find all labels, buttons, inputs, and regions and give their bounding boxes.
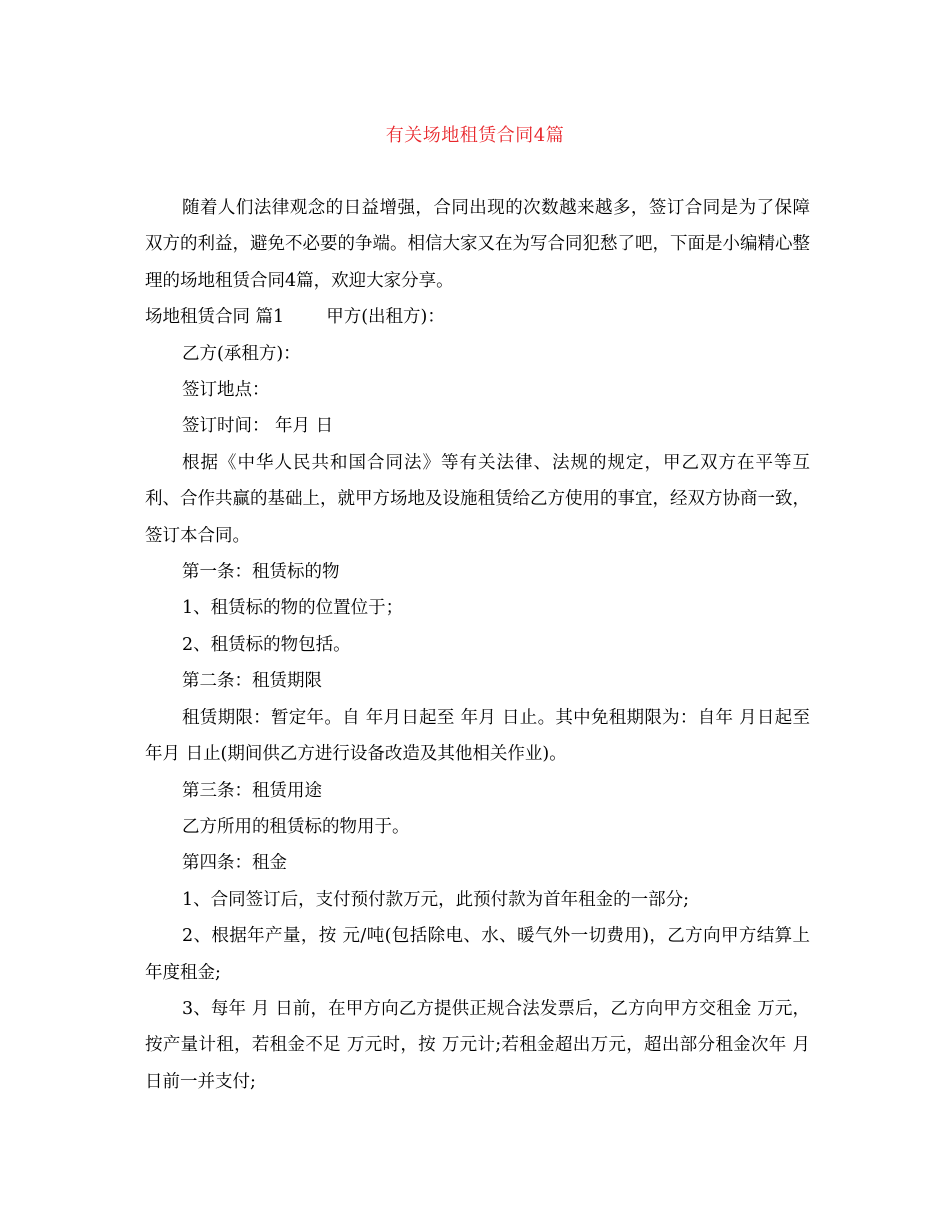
party-a-label: 甲方(出租方)： (326, 307, 445, 328)
article1-item1: 1、租赁标的物的位置位于； (182, 598, 404, 619)
article2-title: 第二条：租赁期限 (182, 671, 322, 692)
article4-item1: 1、合同签订后，支付预付款万元，此预付款为首年租金的一部分; (182, 889, 690, 910)
basis-paragraph: 根据《中华人民共和国合同法》等有关法律、法规的规定，甲乙双方在平等互利、合作共赢的基础上，就甲方场地及设施租赁给乙方使用的事宜，经双方协商一致，签订本合同。 (145, 452, 810, 546)
document-title: 有关场地租赁合同4篇 (385, 125, 565, 146)
sign-place-label: 签订地点： (182, 380, 270, 401)
article3-text: 乙方所用的租赁标的物用于。 (182, 816, 410, 837)
party-b-label: 乙方(承租方)： (182, 343, 301, 364)
article3-title: 第三条：租赁用途 (182, 780, 322, 801)
article4-item3: 3、每年 月 日前，在甲方向乙方提供正规合法发票后，乙方向甲方交租金 万元，按产量计租，若租金不足 万元时，按 万元计;若租金超出万元，超出部分租金次年 月 日前一并支付; (145, 998, 810, 1092)
section-heading-line (145, 299, 810, 335)
intro-paragraph: 随着人们法律观念的日益增强，合同出现的次数越来越多，签订合同是为了保障双方的利益，避免不必要的争端。相信大家又在为写合同犯愁了吧，下面是小编精心整理的场地租赁合同4篇，欢迎大家分享。 (145, 198, 810, 291)
sign-time-label: 签订时间： 年月 日 (182, 416, 334, 437)
document-body (145, 190, 810, 1100)
section-heading: 场地租赁合同 篇1 (145, 307, 285, 328)
article1-title: 第一条：租赁标的物 (182, 562, 340, 583)
article4-item2: 2、根据年产量，按 元/吨(包括除电、水、暖气外一切费用)，乙方向甲方结算上年度租金; (145, 926, 810, 983)
article4-title: 第四条：租金 (182, 853, 287, 874)
article1-item2: 2、租赁标的物包括。 (182, 634, 351, 655)
article2-text: 租赁期限：暂定年。自 年月日起至 年月 日止。其中免租期限为：自年 月日起至年月 日止(期间供乙方进行设备改造及其他相关作业)。 (145, 707, 810, 765)
